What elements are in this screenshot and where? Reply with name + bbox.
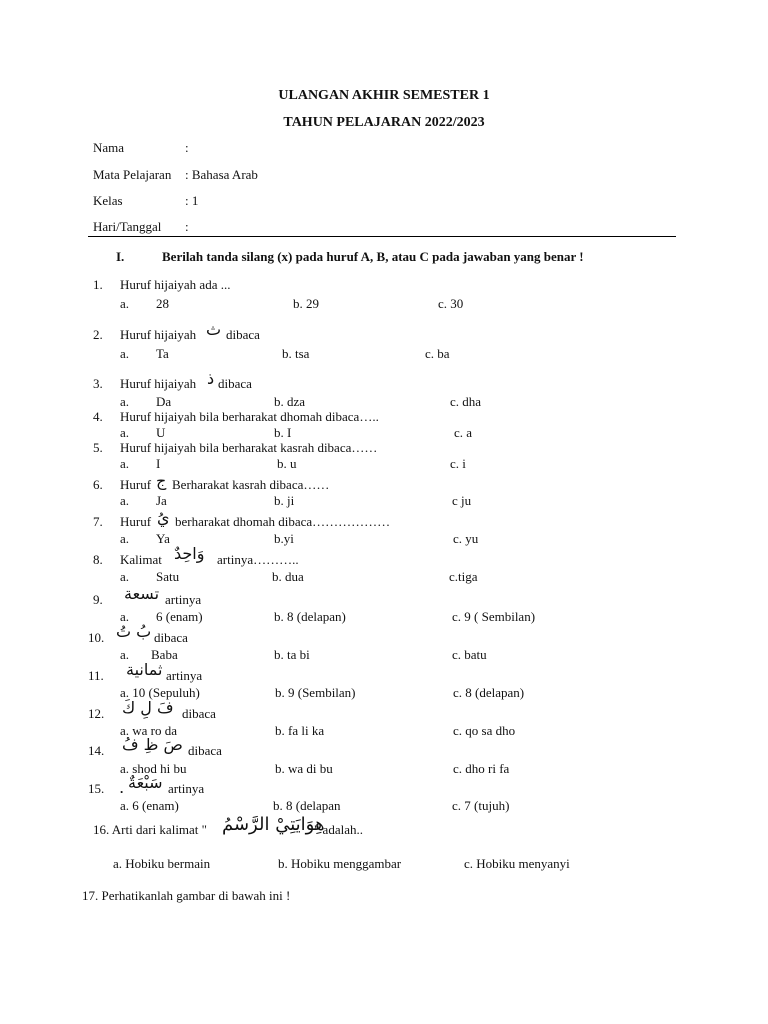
q12-option-b: b. fa li ka <box>275 723 325 738</box>
q11-option-a: a. 10 (Sepuluh) <box>120 685 200 700</box>
q1-option-b: b. 29 <box>293 296 319 311</box>
q2-option-c: c. ba <box>425 346 450 361</box>
label-mapel: Mata Pelajaran <box>93 167 172 182</box>
q4-text: Huruf hijaiyah bila berharakat dhomah dibaca….. <box>120 409 379 424</box>
q2-option-a-letter: a. <box>120 346 130 361</box>
q12-text2: dibaca <box>182 706 216 721</box>
label-hari: Hari/Tanggal <box>93 219 162 234</box>
q5-option-b: b. u <box>277 456 297 471</box>
exam-year: TAHUN PELAJARAN 2022/2023 <box>283 115 485 130</box>
q15-option-b: b. 8 (delapan <box>273 798 341 813</box>
q15-option-a: a. 6 (enam) <box>120 798 179 813</box>
q11-option-c: c. 8 (delapan) <box>453 685 525 700</box>
q11-option-b: b. 9 (Sembilan) <box>275 685 356 700</box>
q6-option-a-letter: a. <box>120 493 130 508</box>
q10-option-c: c. batu <box>452 647 487 662</box>
q8-option-c: c.tiga <box>449 569 478 584</box>
q6-number: 6. <box>93 477 103 492</box>
q9-number: 9. <box>93 592 103 607</box>
divider-line <box>88 236 676 237</box>
q15-arabic: سَبْعَةٌ <box>128 773 163 792</box>
q10-option-a-letter: a. <box>120 647 130 662</box>
q16-option-a: a. Hobiku bermain <box>113 856 211 871</box>
q8-text: Kalimat <box>120 552 162 567</box>
q2-option-b: b. tsa <box>282 346 310 361</box>
q2-option-a: Ta <box>156 346 169 361</box>
q6-text: Huruf <box>120 477 152 492</box>
q4-option-a: U <box>156 425 166 440</box>
q4-option-c: c. a <box>454 425 473 440</box>
q9-option-b: b. 8 (delapan) <box>274 609 346 624</box>
q12-number: 12. <box>88 706 105 721</box>
q8-option-a: Satu <box>156 569 180 584</box>
q16-arabic: هِوَايَتِيْ الرَّسْمُ <box>222 814 325 835</box>
q10-option-a: Baba <box>151 647 178 662</box>
q7-option-c: c. yu <box>453 531 479 546</box>
q7-option-a: Ya <box>156 531 170 546</box>
q6-text2: Berharakat kasrah dibaca…… <box>172 477 330 492</box>
q14-option-a: a. shod hi bu <box>120 761 187 776</box>
q6-option-a: Ja <box>156 493 167 508</box>
q2-text: Huruf hijaiyah <box>120 327 197 342</box>
q4-option-b: b. I <box>274 425 292 440</box>
q3-text: Huruf hijaiyah <box>120 376 197 391</box>
q3-option-a-letter: a. <box>120 394 130 409</box>
q7-text: Huruf <box>120 514 152 529</box>
value-hari: : <box>185 219 189 234</box>
q5-option-a: I <box>156 456 161 471</box>
q8-option-b: b. dua <box>272 569 304 584</box>
q9-option-a: 6 (enam) <box>156 609 203 624</box>
q3-text2: dibaca <box>218 376 252 391</box>
q16-option-c: c. Hobiku menyanyi <box>464 856 570 871</box>
q11-number: 11. <box>88 668 104 683</box>
section-instruction: Berilah tanda silang (x) pada huruf A, B, atau C pada jawaban yang benar ! <box>162 249 584 264</box>
q3-option-a: Da <box>156 394 172 409</box>
q12-arabic: فَ لِ كَ <box>122 698 174 717</box>
q10-text2: dibaca <box>154 630 188 645</box>
q14-number: 14. <box>88 743 105 758</box>
q1-text: Huruf hijaiyah ada ... <box>120 277 231 292</box>
q1-option-a-letter: a. <box>120 296 130 311</box>
q2-text2: dibaca <box>226 327 260 342</box>
q14-arabic: صَ ظِ فُ <box>122 735 183 754</box>
q6-option-c: c ju <box>452 493 472 508</box>
q2-number: 2. <box>93 327 103 342</box>
q5-number: 5. <box>93 440 103 455</box>
q15-text2: artinya <box>168 781 205 796</box>
label-nama: Nama <box>93 140 125 155</box>
q15-number: 15. <box>88 781 105 796</box>
q14-option-b: b. wa di bu <box>275 761 333 776</box>
q5-text: Huruf hijaiyah bila berharakat kasrah dibaca…… <box>120 440 378 455</box>
q11-text2: artinya <box>166 668 203 683</box>
q5-option-c: c. i <box>450 456 466 471</box>
q3-number: 3. <box>93 376 103 391</box>
q12-option-c: c. qo sa dho <box>453 723 516 738</box>
q9-arabic: تسعة <box>124 584 160 603</box>
q10-number: 10. <box>88 630 105 645</box>
section-number: I. <box>116 249 125 264</box>
q7-arabic: يُ <box>157 508 170 527</box>
q10-option-b: b. ta bi <box>274 647 310 662</box>
q14-option-c: c. dho ri fa <box>453 761 510 776</box>
q3-option-c: c. dha <box>450 394 482 409</box>
q8-option-a-letter: a. <box>120 569 130 584</box>
label-kelas: Kelas <box>93 193 123 208</box>
q3-option-b: b. dza <box>274 394 306 409</box>
q5-option-a-letter: a. <box>120 456 130 471</box>
q17-text: 17. Perhatikanlah gambar di bawah ini ! <box>82 888 291 903</box>
q1-number: 1. <box>93 277 103 292</box>
q6-option-b: b. ji <box>274 493 295 508</box>
q12-option-a: a. wa ro da <box>120 723 178 738</box>
q8-text2: artinya……….. <box>217 552 299 567</box>
q14-text2: dibaca <box>188 743 222 758</box>
q8-number: 8. <box>93 552 103 567</box>
q16-text2: " adalah.. <box>314 822 363 837</box>
q6-arabic: ج <box>156 471 167 490</box>
q7-number: 7. <box>93 514 103 529</box>
q1-option-a: 28 <box>156 296 169 311</box>
q3-arabic: ذ <box>207 369 215 388</box>
value-nama: : <box>185 140 189 155</box>
q7-text2: berharakat dhomah dibaca……………… <box>175 514 391 529</box>
value-mapel: : Bahasa Arab <box>185 167 258 182</box>
exam-title: ULANGAN AKHIR SEMESTER 1 <box>278 88 490 103</box>
q4-number: 4. <box>93 409 103 424</box>
q7-option-a-letter: a. <box>120 531 130 546</box>
q9-option-a-letter: a. <box>120 609 130 624</box>
q2-arabic: ث <box>206 320 222 339</box>
q16-text: 16. Arti dari kalimat " <box>93 822 207 837</box>
value-kelas: : 1 <box>185 193 199 208</box>
q8-arabic: وَاحِدٌ <box>174 544 205 563</box>
q9-text2: artinya <box>165 592 202 607</box>
q7-option-b: b.yi <box>274 531 294 546</box>
q11-arabic: ثمانية <box>126 660 163 679</box>
q1-option-c: c. 30 <box>438 296 464 311</box>
q10-arabic: بُ تُ <box>116 622 152 641</box>
q4-option-a-letter: a. <box>120 425 130 440</box>
q15-prefix: . <box>120 781 124 796</box>
q15-option-c: c. 7 (tujuh) <box>452 798 510 813</box>
q9-option-c: c. 9 ( Sembilan) <box>452 609 536 624</box>
q16-option-b: b. Hobiku menggambar <box>278 856 402 871</box>
